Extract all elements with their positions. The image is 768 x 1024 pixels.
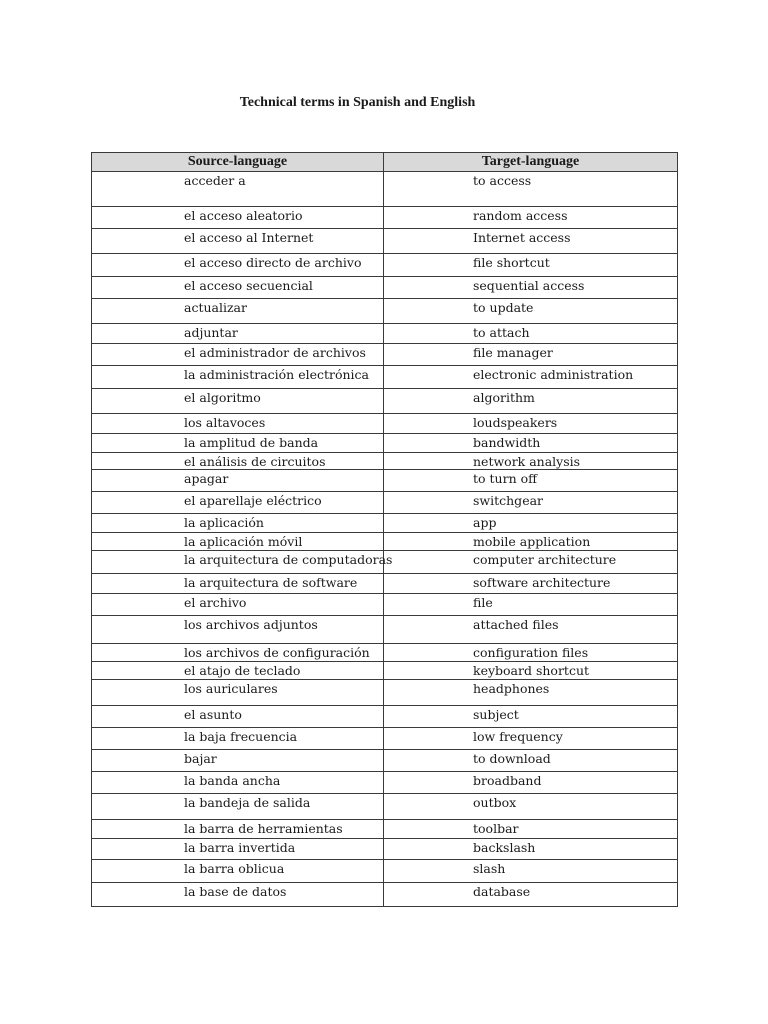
target-term: to access xyxy=(473,173,532,188)
source-term-cell xyxy=(92,299,384,324)
source-term: la base de datos xyxy=(184,884,287,899)
table-row xyxy=(92,750,678,772)
target-term-cell xyxy=(384,533,678,551)
source-term-cell xyxy=(92,794,384,820)
source-term-cell xyxy=(92,772,384,794)
target-term: backslash xyxy=(473,840,536,855)
source-term: el asunto xyxy=(184,707,242,722)
source-term: la administración electrónica xyxy=(184,367,370,382)
source-term-cell xyxy=(92,839,384,860)
source-term: actualizar xyxy=(184,300,247,315)
target-term-cell xyxy=(384,616,678,644)
target-term-cell xyxy=(384,662,678,680)
source-term-cell xyxy=(92,414,384,434)
target-term-cell xyxy=(384,470,678,492)
source-term-cell xyxy=(92,728,384,750)
column-header-target: Target-language xyxy=(384,153,678,172)
target-term-cell xyxy=(384,551,678,574)
target-term-cell xyxy=(384,728,678,750)
table-row xyxy=(92,470,678,492)
target-term-cell xyxy=(384,389,678,414)
target-term-cell xyxy=(384,750,678,772)
glossary-table xyxy=(91,152,678,907)
source-term: acceder a xyxy=(184,173,246,188)
target-term: to attach xyxy=(473,325,530,340)
target-term-cell xyxy=(384,706,678,728)
source-term-cell xyxy=(92,453,384,470)
source-term: los archivos de configuración xyxy=(184,645,370,660)
source-term-cell xyxy=(92,254,384,277)
source-term: la aplicación xyxy=(184,515,264,530)
table-header-row xyxy=(92,153,678,172)
source-term-cell xyxy=(92,277,384,299)
source-term-cell xyxy=(92,706,384,728)
table-row xyxy=(92,616,678,644)
target-term: to download xyxy=(473,751,551,766)
table-row xyxy=(92,229,678,254)
table-row xyxy=(92,574,678,594)
source-term-cell xyxy=(92,616,384,644)
glossary-body xyxy=(92,172,678,907)
table-row xyxy=(92,172,678,207)
source-term: el algoritmo xyxy=(184,390,261,405)
target-term-cell xyxy=(384,594,678,616)
target-term: bandwidth xyxy=(473,435,541,450)
target-term: database xyxy=(473,884,531,899)
target-term: app xyxy=(473,515,497,530)
target-term-cell xyxy=(384,820,678,839)
source-term-cell xyxy=(92,820,384,839)
source-term: bajar xyxy=(184,751,217,766)
target-term: subject xyxy=(473,707,519,722)
source-term-cell xyxy=(92,470,384,492)
table-row xyxy=(92,644,678,662)
source-term-cell xyxy=(92,434,384,453)
target-term: electronic administration xyxy=(473,367,634,382)
table-row xyxy=(92,839,678,860)
source-term-cell xyxy=(92,324,384,344)
target-term: computer architecture xyxy=(473,552,617,567)
table-row xyxy=(92,794,678,820)
source-term: el aparellaje eléctrico xyxy=(184,493,322,508)
target-term: mobile application xyxy=(473,534,591,549)
target-term-cell xyxy=(384,299,678,324)
target-term: to turn off xyxy=(473,471,538,486)
target-term: network analysis xyxy=(473,454,581,469)
target-term-cell xyxy=(384,254,678,277)
target-term-cell xyxy=(384,207,678,229)
table-row xyxy=(92,883,678,907)
target-term: loudspeakers xyxy=(473,415,558,430)
table-row xyxy=(92,680,678,706)
target-term: file xyxy=(473,595,493,610)
target-term-cell xyxy=(384,839,678,860)
source-term: la barra oblicua xyxy=(184,861,285,876)
table-row xyxy=(92,728,678,750)
table-row xyxy=(92,594,678,616)
target-term-cell xyxy=(384,453,678,470)
source-term-cell xyxy=(92,514,384,533)
target-term-cell xyxy=(384,492,678,514)
source-term-cell xyxy=(92,680,384,706)
source-term-cell xyxy=(92,492,384,514)
table-row xyxy=(92,533,678,551)
table-row xyxy=(92,299,678,324)
target-term-cell xyxy=(384,366,678,389)
target-term: headphones xyxy=(473,681,550,696)
table-row xyxy=(92,514,678,533)
source-term: apagar xyxy=(184,471,229,486)
target-term-cell xyxy=(384,514,678,533)
target-term: slash xyxy=(473,861,506,876)
target-term-cell xyxy=(384,344,678,366)
source-term-cell xyxy=(92,574,384,594)
source-term: la barra invertida xyxy=(184,840,296,855)
table-row xyxy=(92,453,678,470)
target-term: low frequency xyxy=(473,729,563,744)
source-term: la banda ancha xyxy=(184,773,281,788)
source-term: el análisis de circuitos xyxy=(184,454,326,469)
source-term: el archivo xyxy=(184,595,247,610)
source-term-cell xyxy=(92,229,384,254)
target-term: to update xyxy=(473,300,534,315)
target-term-cell xyxy=(384,772,678,794)
target-term: sequential access xyxy=(473,278,585,293)
source-term-cell xyxy=(92,594,384,616)
target-term: algorithm xyxy=(473,390,535,405)
target-term: file manager xyxy=(473,345,553,360)
table-row xyxy=(92,434,678,453)
table-row xyxy=(92,860,678,883)
target-term-cell xyxy=(384,414,678,434)
source-term: la arquitectura de computadoras xyxy=(184,552,393,567)
source-term-cell xyxy=(92,662,384,680)
target-term: configuration files xyxy=(473,645,589,660)
target-term-cell xyxy=(384,680,678,706)
target-term: software architecture xyxy=(473,575,611,590)
target-term-cell xyxy=(384,172,678,207)
table-row xyxy=(92,277,678,299)
source-term: la barra de herramientas xyxy=(184,821,343,836)
source-term-cell xyxy=(92,883,384,907)
source-term-cell xyxy=(92,366,384,389)
source-term: el acceso directo de archivo xyxy=(184,255,362,270)
target-term-cell xyxy=(384,277,678,299)
table-row xyxy=(92,772,678,794)
table-row xyxy=(92,414,678,434)
column-header-source: Source-language xyxy=(92,153,384,172)
table-row xyxy=(92,662,678,680)
source-term: el atajo de teclado xyxy=(184,663,301,678)
target-term-cell xyxy=(384,229,678,254)
target-term-cell xyxy=(384,644,678,662)
table-row xyxy=(92,324,678,344)
source-term-cell xyxy=(92,551,393,574)
target-term-cell xyxy=(384,860,678,883)
table-row xyxy=(92,207,678,229)
source-term: la amplitud de banda xyxy=(184,435,319,450)
table-row xyxy=(92,344,678,366)
source-term: la baja frecuencia xyxy=(184,729,298,744)
table-row xyxy=(92,254,678,277)
table-row xyxy=(92,389,678,414)
source-term: la arquitectura de software xyxy=(184,575,358,590)
target-term: keyboard shortcut xyxy=(473,663,590,678)
source-term-cell xyxy=(92,750,384,772)
document-title: Technical terms in Spanish and English xyxy=(239,95,476,110)
source-term-cell xyxy=(92,389,384,414)
source-term: el acceso secuencial xyxy=(184,278,313,293)
source-term-cell xyxy=(92,533,384,551)
target-term-cell xyxy=(384,434,678,453)
table-row xyxy=(92,706,678,728)
target-term: outbox xyxy=(473,795,517,810)
target-term-cell xyxy=(384,883,678,907)
target-term: Internet access xyxy=(473,230,571,245)
source-term-cell xyxy=(92,344,384,366)
target-term: random access xyxy=(473,208,568,223)
target-term-cell xyxy=(384,324,678,344)
source-term: el administrador de archivos xyxy=(184,345,366,360)
table-row xyxy=(92,820,678,839)
target-term: toolbar xyxy=(473,821,519,836)
target-term-cell xyxy=(384,574,678,594)
source-term-cell xyxy=(92,860,384,883)
source-term: los archivos adjuntos xyxy=(184,617,318,632)
source-term: el acceso al Internet xyxy=(184,230,314,245)
source-term: la bandeja de salida xyxy=(184,795,311,810)
source-term: los altavoces xyxy=(184,415,266,430)
target-term-cell xyxy=(384,794,678,820)
source-term-cell xyxy=(92,172,384,207)
target-term: attached files xyxy=(473,617,559,632)
source-term: el acceso aleatorio xyxy=(184,208,303,223)
source-term-cell xyxy=(92,644,384,662)
source-term-cell xyxy=(92,207,384,229)
target-term: switchgear xyxy=(473,493,544,508)
table-row xyxy=(92,492,678,514)
source-term: adjuntar xyxy=(184,325,238,340)
target-term: broadband xyxy=(473,773,542,788)
table-row xyxy=(92,366,678,389)
source-term: la aplicación móvil xyxy=(184,534,303,549)
table-row xyxy=(92,551,678,574)
source-term: los auriculares xyxy=(184,681,278,696)
target-term: file shortcut xyxy=(473,255,550,270)
